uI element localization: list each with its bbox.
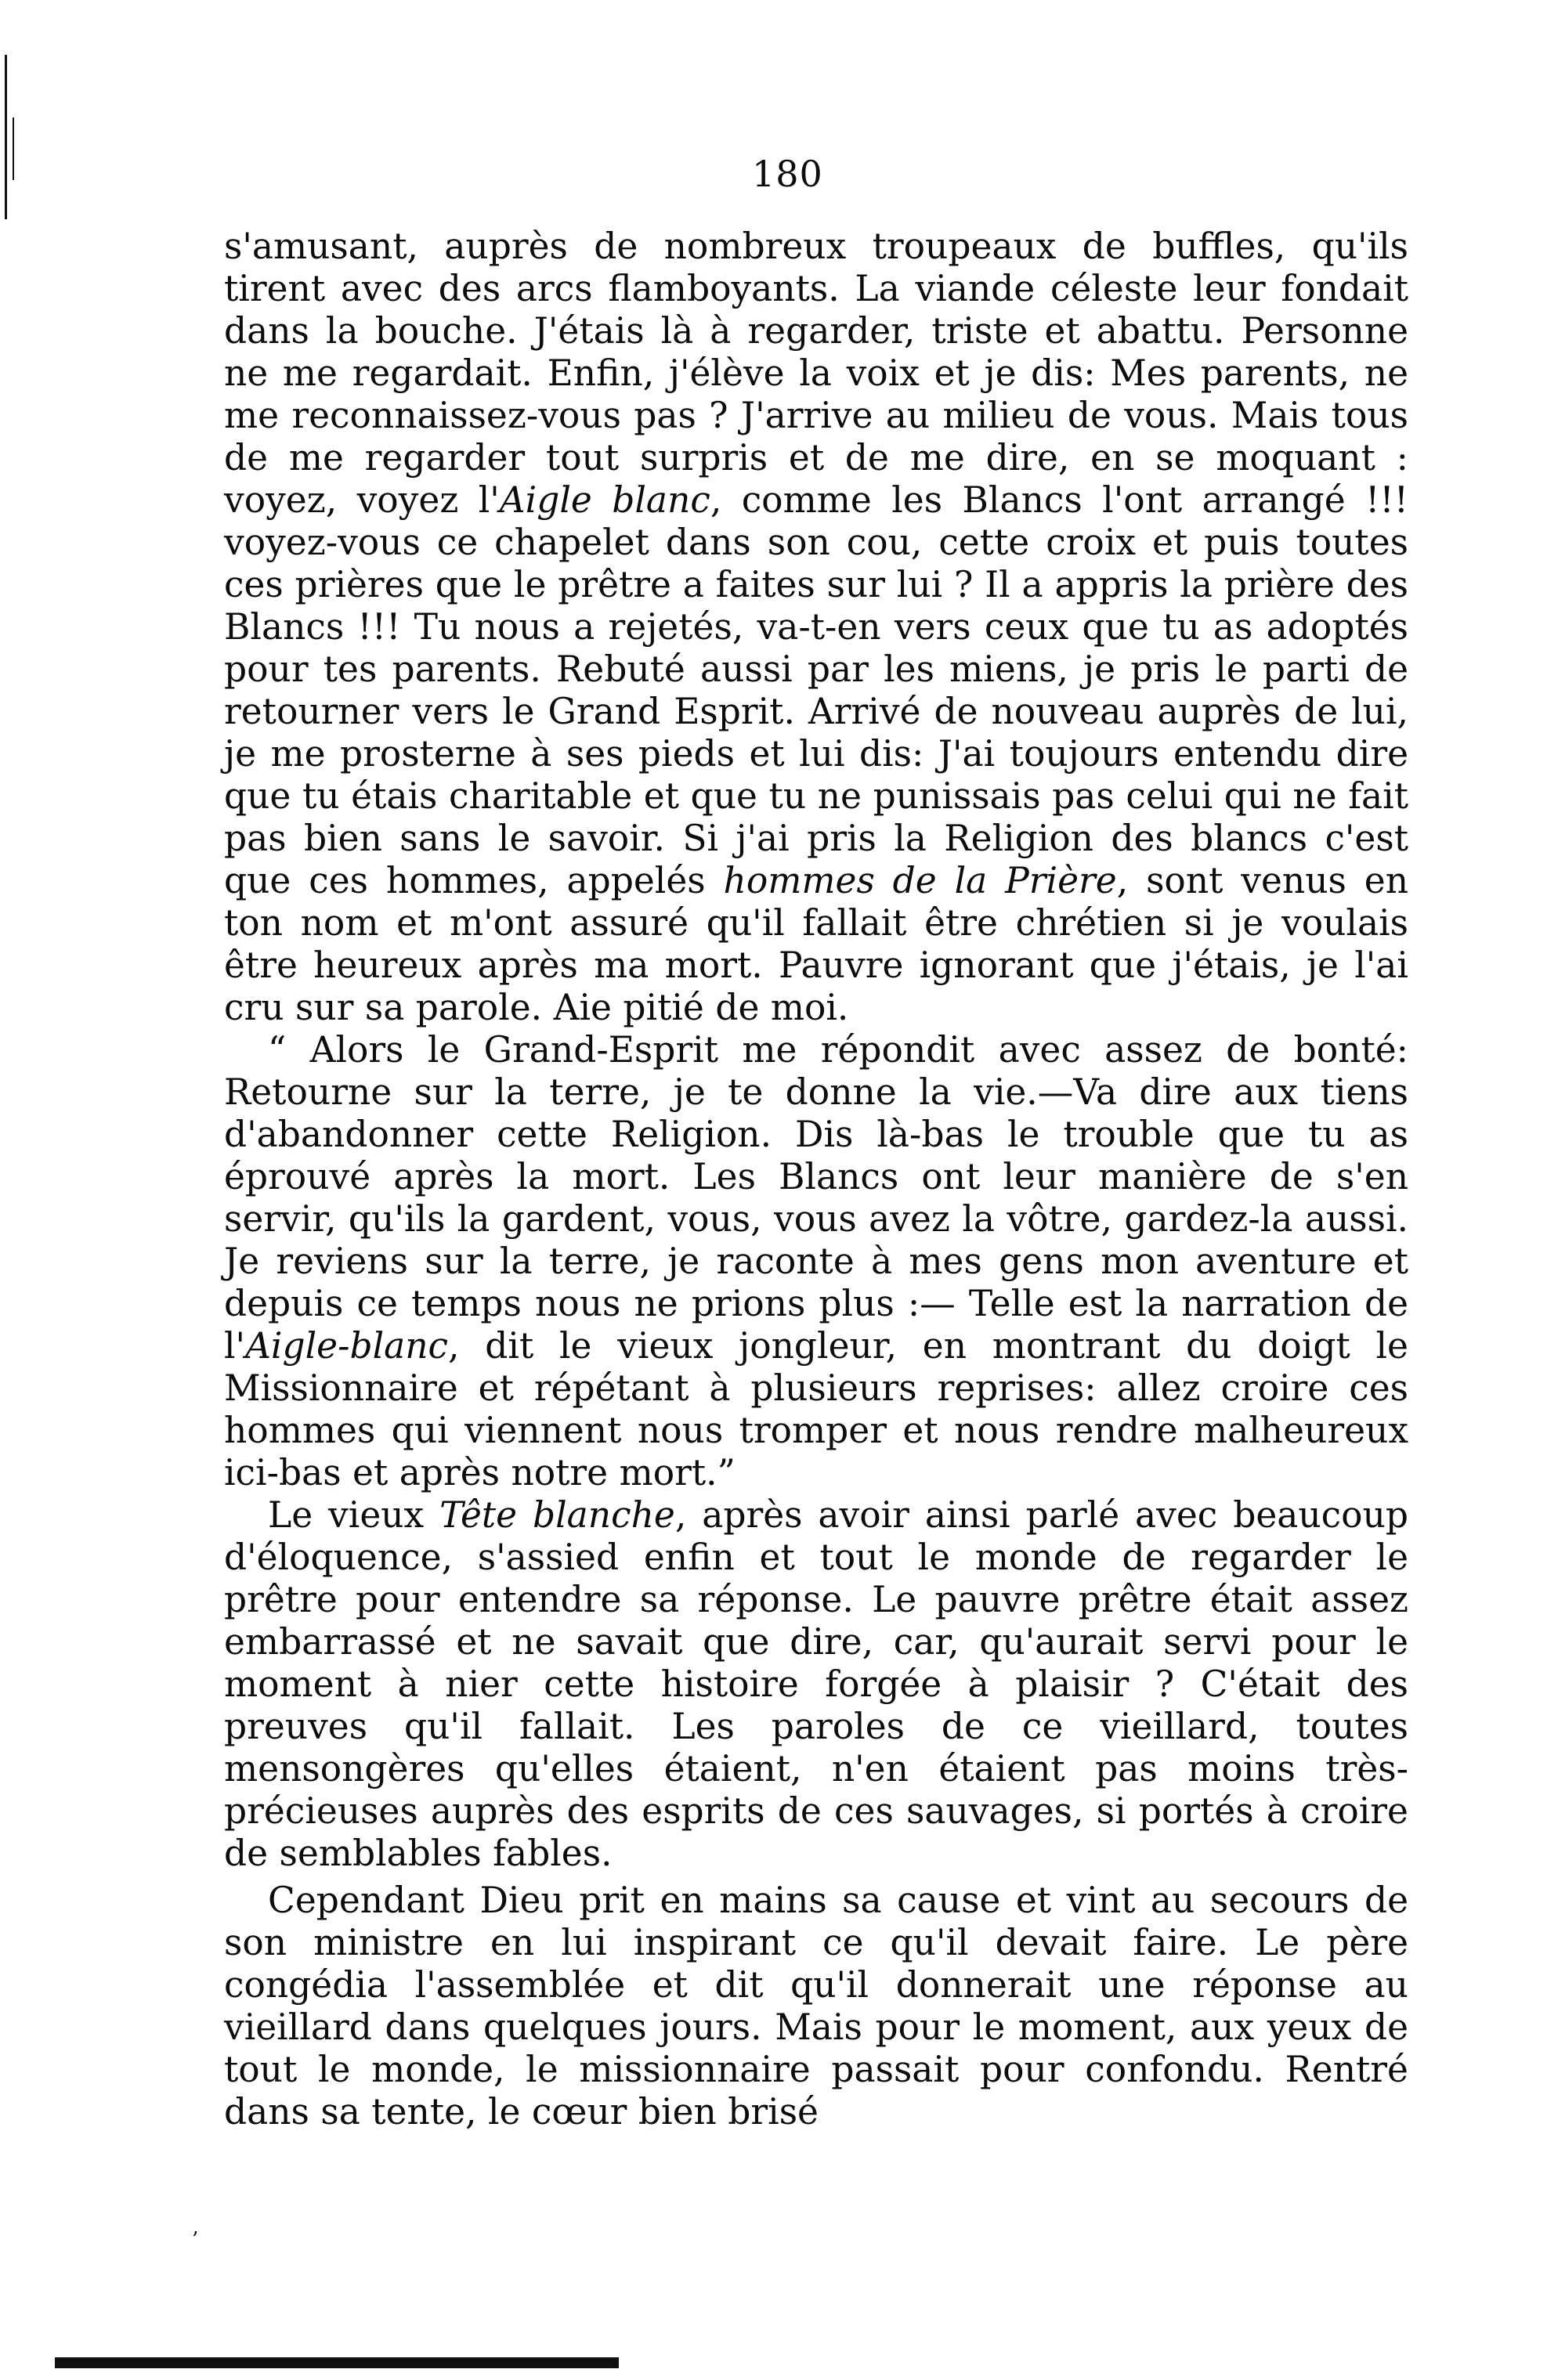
bottom-rule	[55, 2357, 619, 2368]
text-run: Le vieux	[268, 1494, 440, 1536]
text-run: s'amusant, auprès de nombreux troupeaux de buffles, qu'ils tirent avec des arcs flamboyants. La viande céleste leur fondait dans la bouche. J'étais là à regarder, triste et abattu. Personne ne me regardait. Enfin, j'élève la voix et je dis: Mes parents, ne me reconnaissez-vous pas ? J'arrive au milieu de vous. Mais tous de me regarder tout surpris et de me dire, en se moquant : voyez, voyez l'	[224, 226, 1408, 521]
stray-ink-mark: ’	[192, 2228, 199, 2252]
text-run: Cependant Dieu prit en mains sa cause et vint au secours de son ministre en lui inspirant ce qu'il devait faire. Le père congédia l'assemblée et dit qu'il donnerait une réponse au vieillard dans quelques jours. Mais pour le moment, aux yeux de tout le monde, le missionnaire passait pour confondu. Rentré dans sa tente, le cœur bien brisé	[224, 1880, 1408, 2133]
margin-line	[13, 117, 14, 180]
text-run: , comme les Blancs l'ont arrangé !!! voyez-vous ce chapelet dans son cou, cette croix et puis toutes ces prières que le prêtre a faites sur lui ? Il a appris la prière des Blancs !!! Tu nous a rejetés, va-t-en vers ceux que tu as adoptés pour tes parents. Rebuté aussi par les miens, je pris le parti de retourner vers le Grand Esprit. Arrivé de nouveau auprès de lui, je me prosterne à ses pieds et lui dis: J'ai toujours entendu dire que tu étais charitable et que tu ne punissais pas celui qui ne fait pas bien sans le savoir. Si j'ai pris la Religion des blancs c'est que ces hommes, appelés	[224, 479, 1408, 901]
text-run: , après avoir ainsi parlé avec beaucoup d'éloquence, s'assied enfin et tout le monde de regarder le prêtre pour entendre sa réponse. Le pauvre prêtre était assez embarrassé et ne savait que dire, car, qu'aurait servi pour le moment à nier cette histoire forgée à plaisir ? C'était des preuves qu'il fallait. Les paroles de ce vieillard, toutes mensongères qu'elles étaient, n'en étaient pas moins très-précieuses auprès des esprits de ces sauvages, si portés à croire de semblables fables.	[224, 1494, 1408, 1874]
paragraph-1	[224, 226, 1408, 1029]
italic-name-tete-blanche: Tête blanche	[439, 1494, 675, 1536]
italic-title-aigle-blanc: Aigle blanc	[499, 479, 710, 521]
italic-term-hommes-de-la-priere: hommes de la Prière	[723, 860, 1117, 901]
paragraph-3	[224, 1494, 1408, 1875]
paragraph-2	[224, 1029, 1408, 1494]
italic-name-aigle-blanc: Aigle-blanc	[245, 1325, 449, 1367]
page-number: 180	[752, 153, 823, 195]
text-run: , sont venus en ton nom et m'ont assuré qu'il fallait être chrétien si je voulais être heureux après ma mort. Pauvre ignorant que j'étais, je l'ai cru sur sa parole. Aie pitié de moi.	[224, 860, 1408, 1028]
text-run: “ Alors le Grand-Esprit me répondit avec assez de bonté: Retourne sur la terre, je te donne la vie.—Va dire aux tiens d'abandonner cette Religion. Dis là-bas le trouble que tu as éprouvé après la mort. Les Blancs ont leur manière de s'en servir, qu'ils la gardent, vous, vous avez la vôtre, gardez-la aussi. Je reviens sur la terre, je raconte à mes gens mon aventure et depuis ce temps nous ne prions plus :— Telle est la narration de l'	[224, 1029, 1408, 1367]
page-body	[224, 226, 1408, 2133]
text-run: , dit le vieux jongleur, en montrant du doigt le Missionnaire et répétant à plusieurs reprises: allez croire ces hommes qui viennent nous tromper et nous rendre malheureux ici-bas et après notre mort.”	[224, 1325, 1408, 1493]
margin-line	[5, 55, 7, 219]
paragraph-4	[224, 1880, 1408, 2133]
